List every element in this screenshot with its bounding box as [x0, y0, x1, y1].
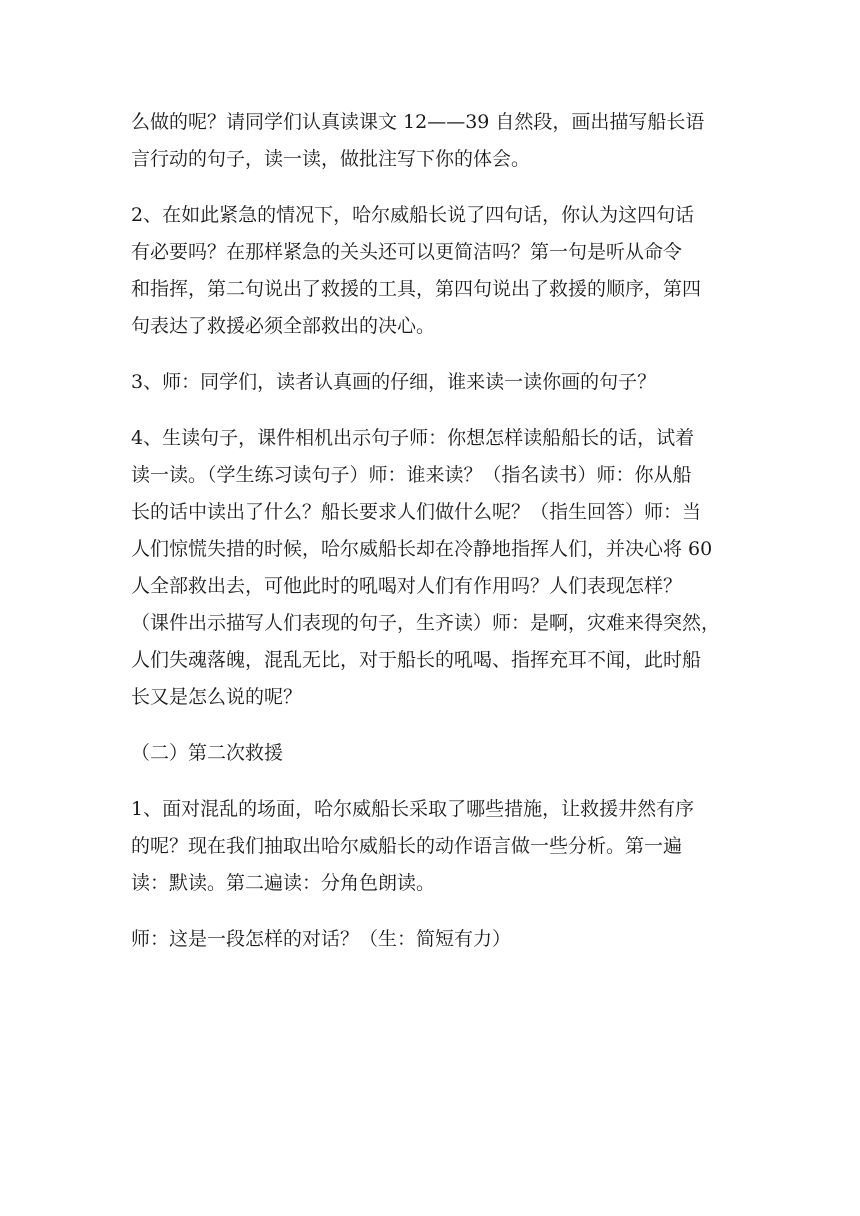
text-line: 的呢？现在我们抽取出哈尔威船长的动作语言做一些分析。第一遍 [131, 835, 683, 857]
document-body [131, 104, 731, 977]
text-line: （二）第二次救援 [131, 742, 284, 764]
text-line: 3、师：同学们，读者认真画的仔细，谁来读一读你画的句子？ [131, 371, 657, 393]
text-line: 2、在如此紧急的情况下，哈尔威船长说了四句话，你认为这四句话 [131, 204, 695, 226]
text-line: 言行动的句子，读一读，做批注写下你的体会。 [131, 148, 531, 170]
text-line: 人们失魂落魄，混乱无比，对于船长的吼喝、指挥充耳不闻，此时船 [131, 649, 702, 671]
text-line: 么做的呢？请同学们认真读课文 12——39 自然段，画出描写船长语 [131, 111, 705, 133]
paragraph [131, 104, 731, 178]
text-line: 1、面对混乱的场面，哈尔威船长采取了哪些措施，让救援井然有序 [131, 798, 695, 820]
text-line: 长又是怎么说的呢？ [131, 686, 303, 708]
paragraph [131, 921, 731, 958]
paragraph [131, 791, 731, 902]
text-line: 4、生读句子，课件相机出示句子师：你想怎样读船船长的话，试着 [131, 427, 695, 449]
text-line: 和指挥，第二句说出了救援的工具，第四句说出了救援的顺序，第四 [131, 278, 702, 300]
paragraph [131, 735, 731, 772]
text-line: （课件出示描写人们表现的句子，生齐读）师：是啊，灾难来得突然， [131, 612, 721, 634]
paragraph [131, 420, 731, 716]
text-line: 读：默读。第二遍读：分角色朗读。 [131, 872, 436, 894]
text-line: 人全部救出去，可他此时的吼喝对人们有作用吗？人们表现怎样？ [131, 575, 683, 597]
text-line: 长的话中读出了什么？船长要求人们做什么呢？（指生回答）师：当 [131, 501, 702, 523]
paragraph [131, 197, 731, 345]
text-line: 人们惊慌失措的时候，哈尔威船长却在冷静地指挥人们，并决心将 60 [131, 538, 713, 560]
text-line: 读一读。（学生练习读句子）师：谁来读？（指名读书）师：你从船 [131, 464, 692, 486]
text-line: 有必要吗？在那样紧急的关头还可以更简洁吗？第一句是听从命令 [131, 241, 683, 263]
text-line: 句表达了救援必须全部救出的决心。 [131, 315, 436, 337]
paragraph [131, 364, 731, 401]
text-line: 师：这是一段怎样的对话？（生：简短有力） [131, 928, 512, 950]
